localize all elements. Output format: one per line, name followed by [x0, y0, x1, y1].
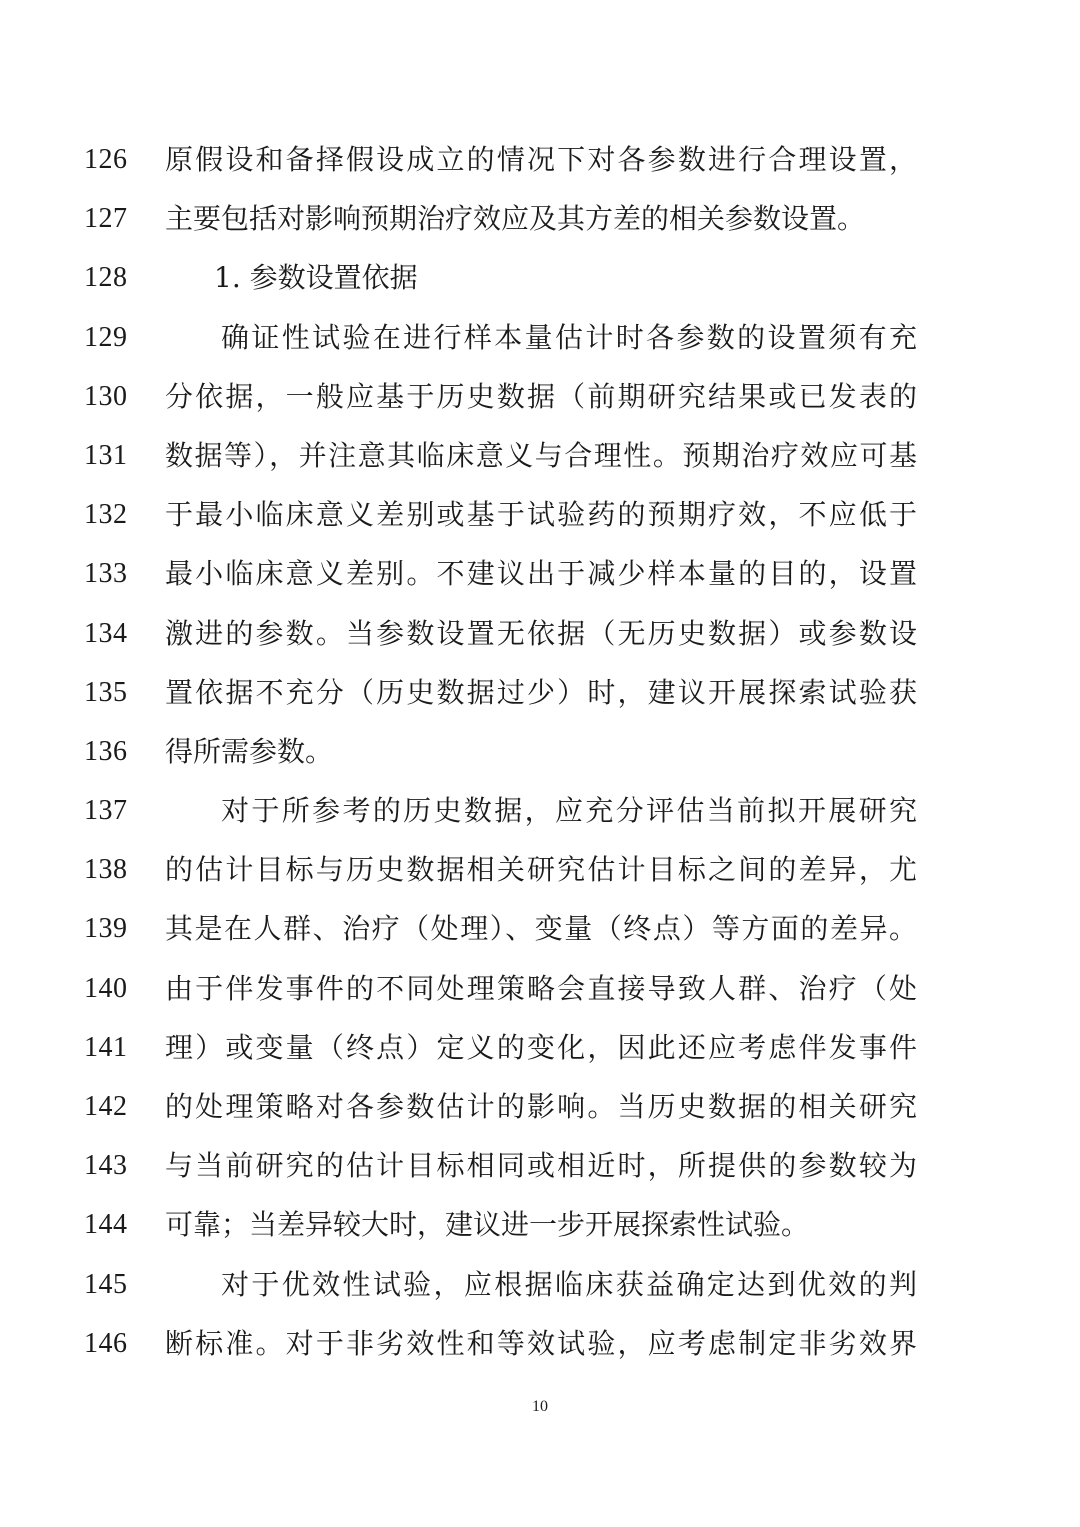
line-number: 143	[84, 1150, 128, 1182]
line-number: 141	[84, 1031, 128, 1063]
line-number: 137	[84, 795, 128, 827]
text-line	[0, 367, 1080, 426]
line-text: 最小临床意义差别。不建议出于减少样本量的目的，设置	[165, 557, 917, 591]
line-text: 对于优效性试验，应根据临床获益确定达到优效的判	[221, 1267, 917, 1301]
line-number: 144	[84, 1209, 128, 1241]
line-text: 断标准。对于非劣效性和等效试验，应考虑制定非劣效界	[165, 1326, 917, 1360]
line-number: 129	[84, 321, 128, 353]
text-line	[0, 189, 1080, 248]
line-number: 138	[84, 854, 128, 886]
line-number: 140	[84, 972, 128, 1004]
section-heading: 1. 参数设置依据	[214, 261, 418, 295]
line-text: 主要包括对影响预期治疗效应及其方差的相关参数设置。	[165, 202, 866, 236]
text-line	[0, 663, 1080, 722]
line-text: 其是在人群、治疗（处理）、变量（终点）等方面的差异。	[165, 912, 917, 946]
line-text: 置依据不充分（历史数据过少）时，建议开展探索试验获	[165, 675, 917, 709]
line-number: 128	[84, 262, 128, 294]
line-text: 与当前研究的估计目标相同或相近时，所提供的参数较为	[165, 1149, 917, 1183]
line-number: 145	[84, 1268, 128, 1300]
line-text: 激进的参数。当参数设置无依据（无历史数据）或参数设	[165, 616, 917, 650]
text-line	[0, 1077, 1080, 1136]
line-number: 134	[84, 617, 128, 649]
line-text: 数据等），并注意其临床意义与合理性。预期治疗效应可基	[165, 438, 917, 472]
line-text: 对于所参考的历史数据，应充分评估当前拟开展研究	[221, 794, 917, 828]
line-number: 133	[84, 558, 128, 590]
line-number: 146	[84, 1327, 128, 1359]
line-text: 确证性试验在进行样本量估计时各参数的设置须有充	[221, 320, 917, 354]
text-line	[0, 781, 1080, 840]
line-number: 135	[84, 676, 128, 708]
section-heading-line	[0, 248, 1080, 307]
line-number: 132	[84, 499, 128, 531]
line-text: 得所需参数。	[165, 734, 334, 768]
line-number: 126	[84, 144, 128, 175]
text-line	[0, 1018, 1080, 1077]
text-line	[0, 1314, 1080, 1373]
line-number: 136	[84, 735, 128, 767]
text-line	[0, 722, 1080, 781]
line-number: 131	[84, 439, 128, 471]
text-line	[0, 485, 1080, 544]
line-text: 的估计目标与历史数据相关研究估计目标之间的差异，尤	[165, 853, 917, 887]
text-line	[0, 308, 1080, 367]
text-line	[0, 604, 1080, 663]
text-line	[0, 544, 1080, 603]
text-line	[0, 426, 1080, 485]
text-line	[0, 959, 1080, 1018]
text-body	[0, 130, 1080, 1373]
line-text: 的处理策略对各参数估计的影响。当历史数据的相关研究	[165, 1090, 917, 1123]
text-line	[0, 1195, 1080, 1254]
text-line	[0, 840, 1080, 899]
line-text: 原假设和备择假设成立的情况下对各参数进行合理设置，	[165, 143, 917, 176]
line-number: 127	[84, 203, 128, 235]
line-number: 142	[84, 1091, 128, 1122]
text-line	[0, 1136, 1080, 1195]
text-line	[0, 130, 1080, 189]
line-text: 理）或变量（终点）定义的变化，因此还应考虑伴发事件	[165, 1030, 917, 1064]
line-number: 130	[84, 380, 128, 412]
text-line	[0, 1255, 1080, 1314]
line-text: 可靠；当差异较大时，建议进一步开展探索性试验。	[165, 1208, 810, 1242]
line-text: 分依据，一般应基于历史数据（前期研究结果或已发表的	[165, 379, 917, 413]
line-number: 139	[84, 913, 128, 945]
line-text: 于最小临床意义差别或基于试验药的预期疗效，不应低于	[165, 498, 917, 532]
text-line	[0, 899, 1080, 958]
page-number: 10	[532, 1398, 548, 1415]
line-text: 由于伴发事件的不同处理策略会直接导致人群、治疗（处	[165, 971, 917, 1005]
